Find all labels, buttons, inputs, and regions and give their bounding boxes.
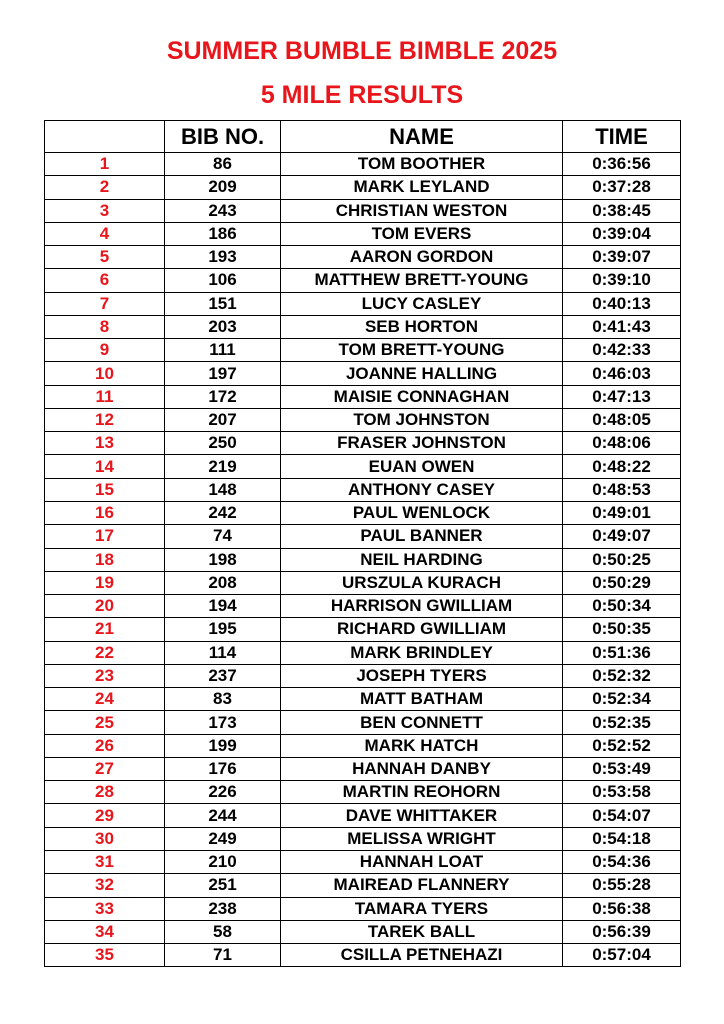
header-time: TIME <box>563 121 681 153</box>
time-cell: 0:56:38 <box>563 897 681 920</box>
table-row <box>45 478 681 501</box>
bib-cell: 207 <box>165 408 281 431</box>
bib-cell: 238 <box>165 897 281 920</box>
table-row <box>45 408 681 431</box>
time-cell: 0:52:32 <box>563 664 681 687</box>
runner-name-cell: NEIL HARDING <box>281 548 563 571</box>
table-row <box>45 455 681 478</box>
position-cell: 30 <box>45 827 165 850</box>
table-row <box>45 199 681 222</box>
runner-name-cell: HANNAH DANBY <box>281 757 563 780</box>
time-cell: 0:56:39 <box>563 920 681 943</box>
bib-cell: 194 <box>165 595 281 618</box>
results-table <box>44 120 681 967</box>
position-cell: 28 <box>45 781 165 804</box>
bib-cell: 86 <box>165 153 281 176</box>
bib-cell: 210 <box>165 850 281 873</box>
runner-name-cell: RICHARD GWILLIAM <box>281 618 563 641</box>
position-cell: 29 <box>45 804 165 827</box>
bib-cell: 209 <box>165 176 281 199</box>
table-row <box>45 153 681 176</box>
table-row <box>45 362 681 385</box>
time-cell: 0:42:33 <box>563 339 681 362</box>
position-cell: 2 <box>45 176 165 199</box>
table-row <box>45 757 681 780</box>
position-cell: 26 <box>45 734 165 757</box>
table-row <box>45 432 681 455</box>
bib-cell: 195 <box>165 618 281 641</box>
table-row <box>45 176 681 199</box>
table-row <box>45 804 681 827</box>
position-cell: 15 <box>45 478 165 501</box>
bib-cell: 242 <box>165 501 281 524</box>
bib-cell: 186 <box>165 222 281 245</box>
runner-name-cell: MATTHEW BRETT-YOUNG <box>281 269 563 292</box>
time-cell: 0:57:04 <box>563 944 681 967</box>
position-cell: 19 <box>45 571 165 594</box>
position-cell: 20 <box>45 595 165 618</box>
table-row <box>45 315 681 338</box>
position-cell: 27 <box>45 757 165 780</box>
table-row <box>45 525 681 548</box>
time-cell: 0:39:04 <box>563 222 681 245</box>
runner-name-cell: JOSEPH TYERS <box>281 664 563 687</box>
runner-name-cell: EUAN OWEN <box>281 455 563 478</box>
table-row <box>45 944 681 967</box>
position-cell: 13 <box>45 432 165 455</box>
runner-name-cell: TOM JOHNSTON <box>281 408 563 431</box>
position-cell: 22 <box>45 641 165 664</box>
position-cell: 31 <box>45 850 165 873</box>
table-row <box>45 246 681 269</box>
position-cell: 8 <box>45 315 165 338</box>
header-position <box>45 121 165 153</box>
time-cell: 0:49:01 <box>563 501 681 524</box>
time-cell: 0:48:05 <box>563 408 681 431</box>
table-row <box>45 618 681 641</box>
time-cell: 0:50:29 <box>563 571 681 594</box>
position-cell: 24 <box>45 688 165 711</box>
bib-cell: 71 <box>165 944 281 967</box>
table-row <box>45 781 681 804</box>
table-row <box>45 501 681 524</box>
position-cell: 11 <box>45 385 165 408</box>
runner-name-cell: PAUL BANNER <box>281 525 563 548</box>
bib-cell: 74 <box>165 525 281 548</box>
runner-name-cell: MATT BATHAM <box>281 688 563 711</box>
time-cell: 0:48:06 <box>563 432 681 455</box>
time-cell: 0:52:52 <box>563 734 681 757</box>
bib-cell: 249 <box>165 827 281 850</box>
table-row <box>45 664 681 687</box>
runner-name-cell: FRASER JOHNSTON <box>281 432 563 455</box>
runner-name-cell: CHRISTIAN WESTON <box>281 199 563 222</box>
table-row <box>45 222 681 245</box>
runner-name-cell: MARK BRINDLEY <box>281 641 563 664</box>
bib-cell: 199 <box>165 734 281 757</box>
bib-cell: 176 <box>165 757 281 780</box>
position-cell: 6 <box>45 269 165 292</box>
runner-name-cell: DAVE WHITTAKER <box>281 804 563 827</box>
table-row <box>45 874 681 897</box>
time-cell: 0:54:07 <box>563 804 681 827</box>
position-cell: 32 <box>45 874 165 897</box>
runner-name-cell: URSZULA KURACH <box>281 571 563 594</box>
time-cell: 0:54:36 <box>563 850 681 873</box>
time-cell: 0:50:34 <box>563 595 681 618</box>
table-header-row <box>45 121 681 153</box>
bib-cell: 237 <box>165 664 281 687</box>
bib-cell: 173 <box>165 711 281 734</box>
bib-cell: 114 <box>165 641 281 664</box>
time-cell: 0:36:56 <box>563 153 681 176</box>
runner-name-cell: MARK LEYLAND <box>281 176 563 199</box>
runner-name-cell: HANNAH LOAT <box>281 850 563 873</box>
bib-cell: 251 <box>165 874 281 897</box>
runner-name-cell: MARTIN REOHORN <box>281 781 563 804</box>
bib-cell: 172 <box>165 385 281 408</box>
runner-name-cell: CSILLA PETNEHAZI <box>281 944 563 967</box>
bib-cell: 58 <box>165 920 281 943</box>
time-cell: 0:54:18 <box>563 827 681 850</box>
time-cell: 0:38:45 <box>563 199 681 222</box>
position-cell: 3 <box>45 199 165 222</box>
bib-cell: 148 <box>165 478 281 501</box>
runner-name-cell: MAIREAD FLANNERY <box>281 874 563 897</box>
position-cell: 14 <box>45 455 165 478</box>
table-row <box>45 850 681 873</box>
runner-name-cell: ANTHONY CASEY <box>281 478 563 501</box>
position-cell: 5 <box>45 246 165 269</box>
table-row <box>45 385 681 408</box>
header-bib-no: BIB NO. <box>165 121 281 153</box>
runner-name-cell: BEN CONNETT <box>281 711 563 734</box>
table-row <box>45 269 681 292</box>
time-cell: 0:37:28 <box>563 176 681 199</box>
table-row <box>45 292 681 315</box>
time-cell: 0:50:35 <box>563 618 681 641</box>
table-row <box>45 734 681 757</box>
runner-name-cell: LUCY CASLEY <box>281 292 563 315</box>
time-cell: 0:52:35 <box>563 711 681 734</box>
time-cell: 0:53:49 <box>563 757 681 780</box>
position-cell: 4 <box>45 222 165 245</box>
time-cell: 0:39:07 <box>563 246 681 269</box>
position-cell: 35 <box>45 944 165 967</box>
table-row <box>45 688 681 711</box>
position-cell: 12 <box>45 408 165 431</box>
header-name: NAME <box>281 121 563 153</box>
runner-name-cell: JOANNE HALLING <box>281 362 563 385</box>
bib-cell: 151 <box>165 292 281 315</box>
position-cell: 16 <box>45 501 165 524</box>
time-cell: 0:39:10 <box>563 269 681 292</box>
runner-name-cell: MAISIE CONNAGHAN <box>281 385 563 408</box>
page-title: SUMMER BUMBLE BIMBLE 2025 <box>166 37 558 65</box>
page-subtitle: 5 MILE RESULTS <box>260 81 464 109</box>
bib-cell: 111 <box>165 339 281 362</box>
time-cell: 0:51:36 <box>563 641 681 664</box>
time-cell: 0:48:22 <box>563 455 681 478</box>
runner-name-cell: SEB HORTON <box>281 315 563 338</box>
bib-cell: 226 <box>165 781 281 804</box>
runner-name-cell: PAUL WENLOCK <box>281 501 563 524</box>
time-cell: 0:41:43 <box>563 315 681 338</box>
position-cell: 18 <box>45 548 165 571</box>
time-cell: 0:50:25 <box>563 548 681 571</box>
position-cell: 7 <box>45 292 165 315</box>
bib-cell: 198 <box>165 548 281 571</box>
runner-name-cell: AARON GORDON <box>281 246 563 269</box>
runner-name-cell: MARK HATCH <box>281 734 563 757</box>
time-cell: 0:52:34 <box>563 688 681 711</box>
table-row <box>45 920 681 943</box>
time-cell: 0:49:07 <box>563 525 681 548</box>
bib-cell: 193 <box>165 246 281 269</box>
position-cell: 23 <box>45 664 165 687</box>
position-cell: 34 <box>45 920 165 943</box>
bib-cell: 219 <box>165 455 281 478</box>
results-body <box>45 153 681 967</box>
runner-name-cell: TAMARA TYERS <box>281 897 563 920</box>
bib-cell: 106 <box>165 269 281 292</box>
runner-name-cell: TOM BRETT-YOUNG <box>281 339 563 362</box>
position-cell: 21 <box>45 618 165 641</box>
position-cell: 25 <box>45 711 165 734</box>
bib-cell: 244 <box>165 804 281 827</box>
bib-cell: 243 <box>165 199 281 222</box>
bib-cell: 197 <box>165 362 281 385</box>
table-row <box>45 339 681 362</box>
table-row <box>45 571 681 594</box>
runner-name-cell: TAREK BALL <box>281 920 563 943</box>
runner-name-cell: MELISSA WRIGHT <box>281 827 563 850</box>
position-cell: 1 <box>45 153 165 176</box>
position-cell: 17 <box>45 525 165 548</box>
table-row <box>45 827 681 850</box>
time-cell: 0:53:58 <box>563 781 681 804</box>
bib-cell: 83 <box>165 688 281 711</box>
table-row <box>45 897 681 920</box>
table-row <box>45 711 681 734</box>
table-row <box>45 595 681 618</box>
runner-name-cell: TOM BOOTHER <box>281 153 563 176</box>
table-row <box>45 548 681 571</box>
time-cell: 0:48:53 <box>563 478 681 501</box>
bib-cell: 203 <box>165 315 281 338</box>
bib-cell: 250 <box>165 432 281 455</box>
time-cell: 0:46:03 <box>563 362 681 385</box>
time-cell: 0:47:13 <box>563 385 681 408</box>
position-cell: 10 <box>45 362 165 385</box>
time-cell: 0:40:13 <box>563 292 681 315</box>
runner-name-cell: TOM EVERS <box>281 222 563 245</box>
position-cell: 33 <box>45 897 165 920</box>
runner-name-cell: HARRISON GWILLIAM <box>281 595 563 618</box>
table-row <box>45 641 681 664</box>
time-cell: 0:55:28 <box>563 874 681 897</box>
position-cell: 9 <box>45 339 165 362</box>
bib-cell: 208 <box>165 571 281 594</box>
